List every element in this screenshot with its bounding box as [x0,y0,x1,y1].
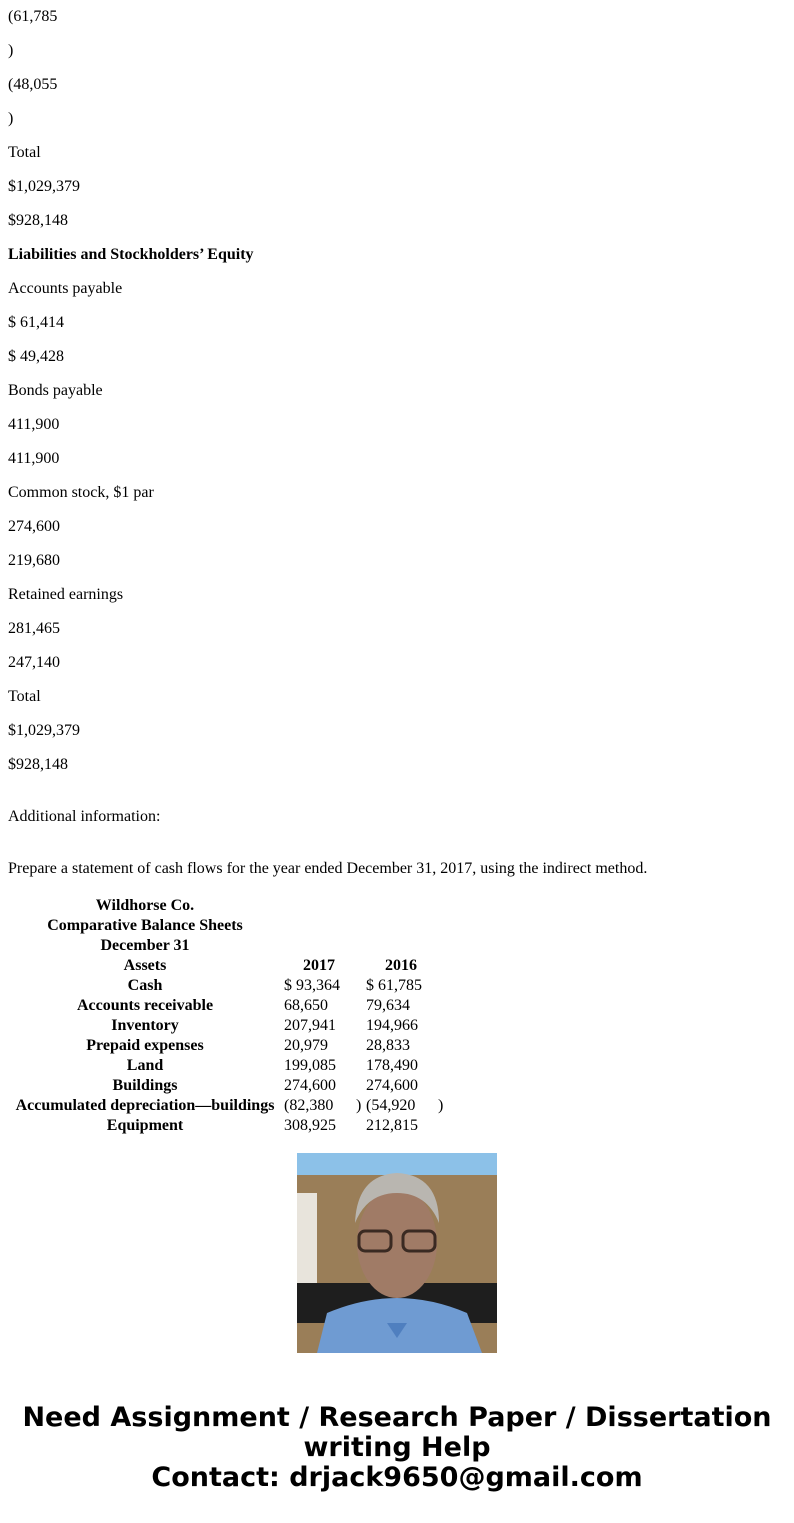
text-line: Total [8,144,41,161]
value-2016: 79,634 [366,997,410,1014]
paren [356,1076,364,1096]
paren [438,996,446,1016]
paren: ) [438,1097,444,1114]
value-2016: 28,833 [366,1037,410,1054]
text-line: 411,900 [8,450,60,467]
paren [438,1076,446,1096]
company-name: Wildhorse Co. [95,897,195,914]
table-date: December 31 [100,937,190,954]
paren [356,976,364,996]
contact-banner [0,1403,794,1493]
row-label: Prepaid expenses [86,1037,204,1054]
paren [438,1016,446,1036]
text-line: Bonds payable [8,382,103,399]
value-2016: 212,815 [366,1117,418,1134]
value-2017: 199,085 [284,1057,336,1074]
table-row [8,976,446,996]
table-row [8,1036,446,1056]
banner-line: writing Help [303,1432,491,1463]
value-2016: 274,600 [366,1077,418,1094]
text-line: $928,148 [8,756,68,773]
header-2016: 2016 [385,957,417,974]
balance-sheet-table [8,896,446,1136]
text-line: $1,029,379 [8,722,80,739]
banner-contact: Contact: drjack9650@gmail.com [151,1462,643,1493]
table-row [8,1096,446,1116]
value-2017: $ 93,364 [284,977,340,994]
text-line: $ 49,428 [8,348,64,365]
value-2017: (82,380 [284,1097,334,1114]
paren [438,1116,446,1136]
row-label: Accounts receivable [76,997,214,1014]
text-line: (61,785 [8,8,58,25]
value-2017: 308,925 [284,1117,336,1134]
table-row [8,1056,446,1076]
table-row [8,1116,446,1136]
paren [438,1056,446,1076]
row-label: Land [126,1057,164,1074]
row-label: Inventory [111,1017,179,1034]
value-2016: (54,920 [366,1097,416,1114]
text-line: Common stock, $1 par [8,484,154,501]
document-body [8,0,788,894]
text-line: ) [8,110,14,127]
text-line: Total [8,688,41,705]
text-line: Retained earnings [8,586,124,603]
header-2017: 2017 [303,957,335,974]
row-label: Equipment [106,1117,184,1134]
balance-sheet-table-container [8,896,608,1134]
value-2016: $ 61,785 [366,977,422,994]
text-line: 247,140 [8,654,60,671]
table-row [8,1076,446,1096]
value-2017: 68,650 [284,997,328,1014]
paren [356,1016,364,1036]
table-title: Comparative Balance Sheets [47,917,243,934]
additional-info: Additional information: [8,808,161,825]
value-2016: 178,490 [366,1057,418,1074]
value-2017: 274,600 [284,1077,336,1094]
value-2016: 194,966 [366,1017,418,1034]
text-line: 281,465 [8,620,60,637]
text-line: 219,680 [8,552,60,569]
table-header-row [8,956,446,976]
banner-line: Need Assignment / Research Paper / Dissertation [22,1402,772,1433]
text-line: $928,148 [8,212,68,229]
text-line: ) [8,42,14,59]
row-label: Buildings [112,1077,178,1094]
text-line: Accounts payable [8,280,123,297]
paren [438,1036,446,1056]
table-row [8,1016,446,1036]
paren [356,996,364,1016]
value-2017: 207,941 [284,1017,336,1034]
text-line: 411,900 [8,416,60,433]
header-assets: Assets [123,957,167,974]
table-row [8,996,446,1016]
paren [356,1056,364,1076]
row-label: Accumulated depreciation—buildings [15,1097,275,1114]
section-heading: Liabilities and Stockholders’ Equity [8,246,254,263]
text-line: 274,600 [8,518,60,535]
paren [356,1116,364,1136]
profile-photo [297,1153,497,1353]
text-line: $ 61,414 [8,314,64,331]
paren: ) [356,1097,362,1114]
instruction: Prepare a statement of cash flows for the year ended December 31, 2017, using the indirect method. [8,860,648,877]
paren [438,976,446,996]
text-line: $1,029,379 [8,178,80,195]
paren [356,1036,364,1056]
value-2017: 20,979 [284,1037,328,1054]
row-label: Cash [127,977,163,994]
text-line: (48,055 [8,76,58,93]
person-photo-icon [297,1153,497,1353]
